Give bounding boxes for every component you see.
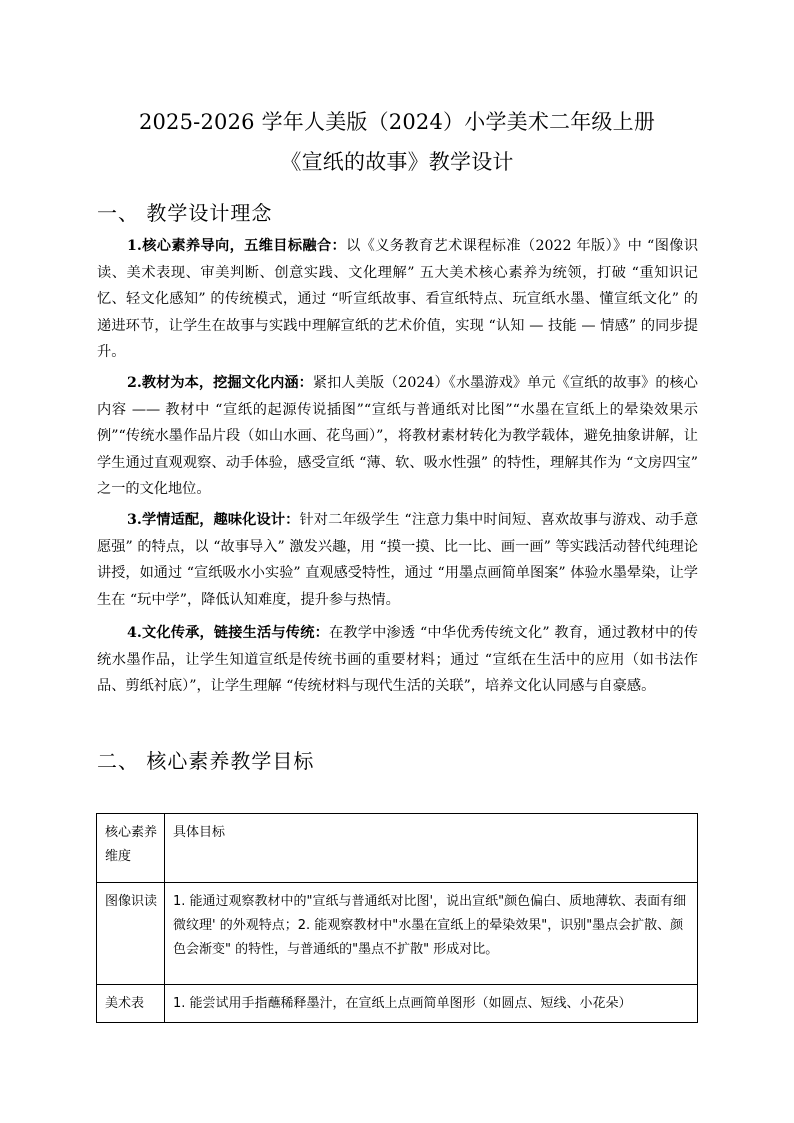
table-cell-dimension: 美术表 xyxy=(97,985,165,1023)
table-cell-goal: 1. 能通过观察教材中的"宣纸与普通纸对比图'，说出宣纸"颜色偏白、质地薄软、表面有细微纹理' 的外观特点；2. 能观察教材中"水墨在宣纸上的晕染效果"，识别"墨点会扩散、颜色会渐变" 的特性，与普通纸的"墨点不扩散" 形成对比。 xyxy=(165,883,698,985)
section1-heading: 一、 教学设计理念 xyxy=(97,201,273,225)
paragraph-1-body: 以《义务教育艺术课程标准（2022 年版）》中 “图像识读、美术表现、审美判断、创意实践、文化理解” 五大美术核心素养为统领，打破 “重知识记忆、轻文化感知” 的传统模式，通过 “听宣纸故事、看宣纸特点、玩宣纸水墨、懂宣纸文化” 的递进环节，让学生在故事与实践中理解宣纸的艺术价值，实现 “认知 — 技能 — 情感” 的同步提升。 xyxy=(97,238,699,360)
paragraph-1-lead: 1.核心素养导向，五维目标融合： xyxy=(127,238,347,254)
table-row xyxy=(97,985,698,1023)
table-header-dimension: 核心素养维度 xyxy=(97,814,165,883)
paragraph-2 xyxy=(97,370,698,503)
table-header-goal: 具体目标 xyxy=(165,814,698,883)
table-row xyxy=(97,883,698,985)
table-header-row xyxy=(97,814,698,883)
document-title-line2: 《宣纸的故事》教学设计 xyxy=(280,150,514,174)
paragraph-4 xyxy=(97,620,698,700)
paragraph-3-body: 针对二年级学生 “注意力集中时间短、喜欢故事与游戏、动手意愿强” 的特点，以 “故事导入” 激发兴趣，用 “摸一摸、比一比、画一画” 等实践活动替代纯理论讲授，如通过 “宣纸吸水小实验” 直观感受特性，通过 “用墨点画简单图案” 体验水墨晕染，让学生在 “玩中学”，降低认知难度，提升参与热情。 xyxy=(97,512,699,608)
paragraph-2-body: 紧扣人美版（2024）《水墨游戏》单元《宣纸的故事》的核心内容 —— 教材中 “宣纸的起源传说插图”“宣纸与普通纸对比图”“水墨在宣纸上的晕染效果示例”“传统水墨作品片段（如山水画、花鸟画）”，将教材素材转化为教学载体，避免抽象讲解，让学生通过直观观察、动手体验，感受宣纸 “薄、软、吸水性强” 的特性，理解其作为 “文房四宝” 之一的文化地位。 xyxy=(97,375,698,497)
table-cell-goal: 1. 能尝试用手指蘸稀释墨汁，在宣纸上点画简单图形（如圆点、短线、小花朵） xyxy=(165,985,698,1023)
document-title-line1: 2025-2026 学年人美版（2024）小学美术二年级上册 xyxy=(138,110,656,134)
table-cell-dimension: 图像识读 xyxy=(97,883,165,985)
goals-table xyxy=(96,813,698,1023)
paragraph-3 xyxy=(97,507,698,613)
paragraph-2-lead: 2.教材为本，挖掘文化内涵： xyxy=(127,375,313,391)
section2-heading: 二、 核心素养教学目标 xyxy=(97,749,315,773)
paragraph-1 xyxy=(97,233,698,366)
paragraph-4-lead: 4.文化传承，链接生活与传统： xyxy=(127,625,329,641)
paragraph-3-lead: 3.学情适配，趣味化设计： xyxy=(127,512,300,528)
paragraph-4-body: 在教学中渗透 “中华优秀传统文化” 教育，通过教材中的传统水墨作品，让学生知道宣纸是传统书画的重要材料；通过 “宣纸在生活中的应用（如书法作品、剪纸衬底）”，让学生理解 “传统材料与现代生活的关联”，培养文化认同感与自豪感。 xyxy=(97,625,698,694)
